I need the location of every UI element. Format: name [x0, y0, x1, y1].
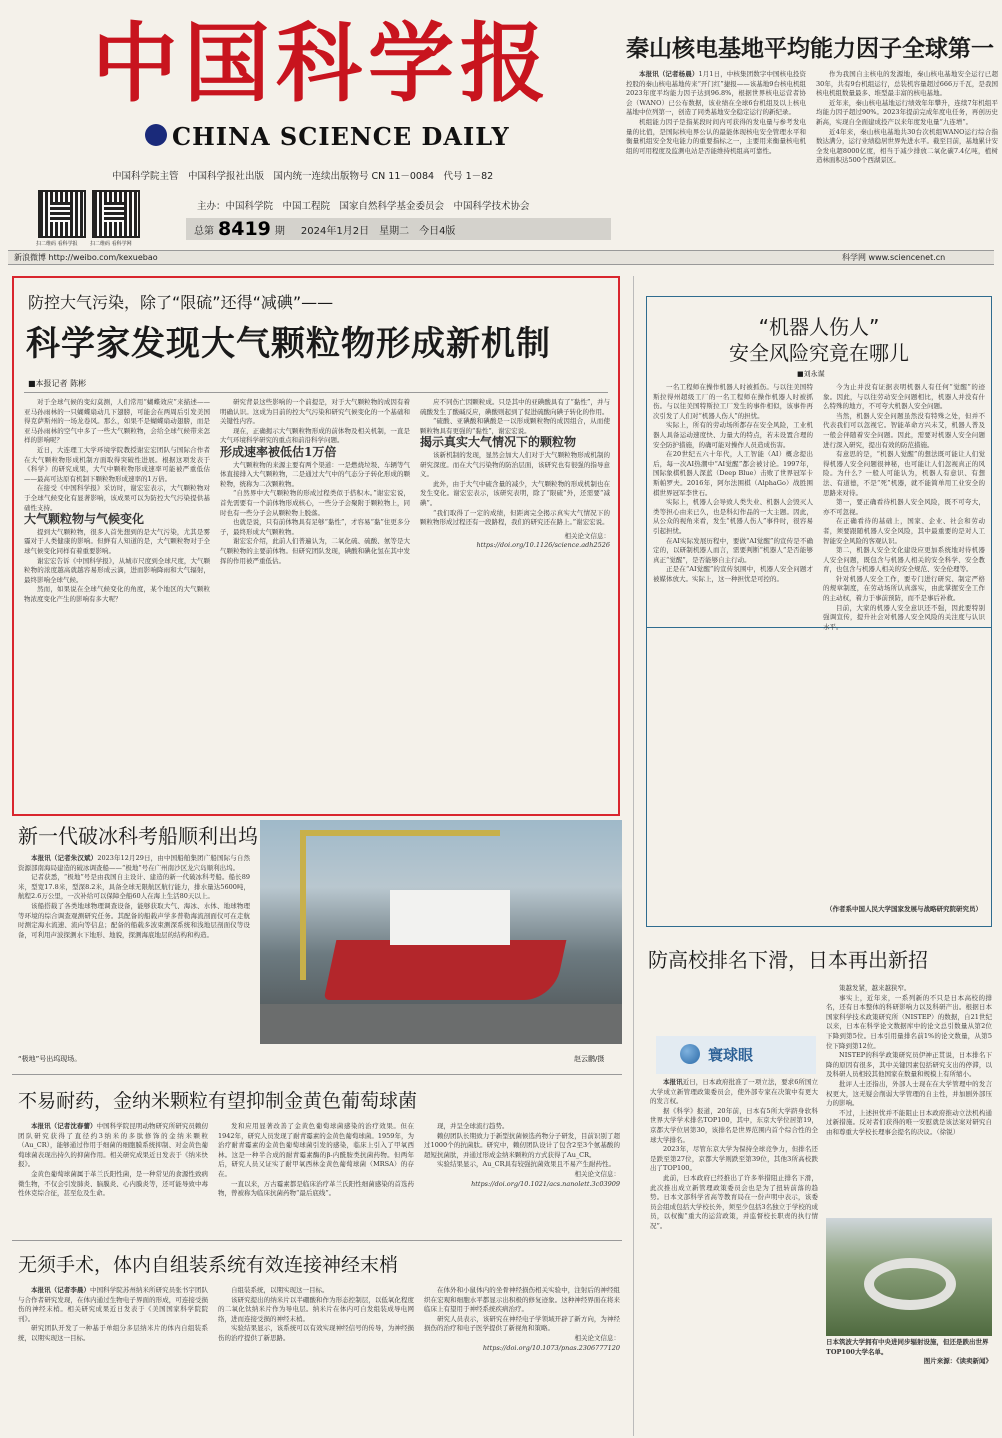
nerve-col1b: 研究团队开发了一种基于单组分多层纳米片的体内自组装系统，以期实现这一目标。 [18, 1324, 208, 1342]
ship-superstructure [390, 890, 510, 945]
robot-article [646, 296, 992, 631]
japan-col2c: NISTEP的科学政策研究员伊神正贯说，日本排名下降的原因有很多，其中关键因素包括研究支出的停滞，以及科研人员相较其他国家在数量和规模上有所缩小。 [826, 1051, 992, 1079]
japan-col2a: 策越发紧，越来越狭窄。 [839, 984, 911, 992]
masthead-title-en: CHINA SCIENCE DAILY [172, 122, 510, 151]
gold-col3a: 现，并呈全球流行趋势。 [437, 1122, 509, 1130]
japan-section-label-box [656, 1036, 816, 1074]
lead-col1-p1: 对于全球气候的变幻莫测，人们常用“蝴蝶效应”来描述——亚马孙雨林的一只蝴蝶扇动几下翅膀，可能会在两周后引发美国得克萨斯州的一场龙卷风。那么，如果不是蝴蝶扇动翅膀，而是亚马孙雨林的空气中多了一些大气颗粒物，会给全球气候带来怎样的影响呢？ [24, 398, 210, 445]
qinshan-col1 [626, 70, 806, 248]
lead-col1 [24, 398, 210, 808]
website-link[interactable]: 科学网 www.sciencenet.cn [842, 253, 946, 262]
gold-col3b: 赖仞团队长期致力于新型抗菌候选药物分子研发，目前识别了超过1000个的抗菌肽。研究中，赖仞团队设计了包含2至3个氨基酸的超短抗菌肽，并通过形成金纳米颗粒的方式获得了Au_CR。 [424, 1131, 620, 1159]
globe-icon [680, 1044, 700, 1064]
lead-col2-p3: 大气颗粒物的来源主要有两个渠道：一是燃烧垃圾、车辆等气体直接排入大气颗粒物，二是通过大气中的气态分子转化形成的颗粒物，统称为二次颗粒物。 [220, 460, 410, 488]
lead-col1-p2: 近日，大连理工大学环境学院教授谢宏宏团队与国际合作者在大气颗粒物形成机制方面取得突破性进展。根据这项发表于《科学》的研究成果，大气中颗粒物形成速率可能被严重低估——最高可达原有机制下颗粒物形成速率的1万倍。 [24, 445, 210, 483]
gold-col1b: 金黄色葡萄球菌属于革兰氏阳性菌，是一种常见的食源性致病微生物，不仅会引发肺炎、脑膜炎、心内膜炎等，还可能导致中毒性休克综合征，甚至危及生命。 [18, 1169, 208, 1198]
japan-col1b: 据《科学》报道，20年前，日本有5所大学跻身软科世界大学学术排名TOP100，其中，东京大学位居第19，京都大学位居第30，该排名是世界范围内首个综合性的全球大学排名。 [650, 1106, 818, 1144]
gold-headline[interactable]: 不易耐药，金纳米颗粒有望抑制金黄色葡萄球菌 [18, 1090, 418, 1112]
robot-col2-p7: 针对机器人安全工作，要专门进行研究、制定严格的规章制度，在劳动场所认真落实，由此掌握安全工作的主动权，着力于事前预防，而不是事后补救。 [823, 574, 985, 603]
icebreaker-photo [260, 820, 622, 1044]
lead-byline: ■本报记者 陈彬 [28, 379, 87, 388]
nerve-col2a: 自组装系统，以期实现这一目标。 [231, 1286, 329, 1294]
lead-col3-p5: “我们取得了一定的成绩，但距离完全揭示真实大气情况下的颗粒物形成过程还有一段路程，我们的研究还在路上。”谢宏宏说。 [420, 508, 610, 527]
lead-ref-url[interactable]: https://doi.org/10.1126/science.adh2526 [476, 541, 610, 550]
robot-col2-p1: 今为止并没有证据表明机器人有任何“觉醒”的迹象。因此，与以往劳动安全问题相比，机器人并没有什么特殊的地方，不可夸大机器人安全问题。 [823, 383, 985, 411]
gold-ref-url[interactable]: https://doi.org/10.1021/acs.nanolett.3c03909 [471, 1179, 620, 1188]
ship-crane-arm [300, 830, 500, 836]
robot-col2-p3: 有意思的是，“机器人觉醒”的想法既可能让人们觉得机器人安全问题很神秘，也可能让人们忽视真正的风险。为什么？一般人可能认为，机器人有意识、有想法、有道德，不是“死”机器，就不能简单用工业安全的思路来对待。 [823, 450, 985, 497]
lead-col2-subhead: 形成速率被低估1万倍 [220, 444, 337, 459]
japan-col1 [650, 1078, 818, 1434]
japan-col2 [826, 984, 992, 1216]
lead-col1-subhead: 大气颗粒物与气候变化 [24, 512, 145, 527]
icebreaker-photo-credit: 赵云鹏/摄 [574, 1055, 605, 1063]
icebreaker-text [18, 854, 250, 1050]
lead-col2-p1: 研究背景这些影响的一个前提是，对于大气颗粒物的成因有着明确认识。这成为目前的控大气污染和研究气候变化的一个基础和关键性内容。 [220, 398, 410, 426]
lead-col2-p5: 也就是说，只有前体物具有足够“黏性”，才容易“黏”住更多分子，最终形成大气颗粒物。 [220, 518, 410, 536]
qinshan-headline[interactable]: 秦山核电基地平均能力因子全球第一 [626, 36, 994, 62]
nerve-top-rule [12, 1240, 622, 1241]
lead-col3-p1: 应不同伤亡因颗粒成。只是其中的亚碘酸具有了“黏性”，并与硫酸发生了酸碱反应，碘酸则起到了促进硫酸向碘子转化的作用。 [420, 398, 610, 416]
lead-col3 [420, 398, 610, 808]
issue-box [186, 218, 611, 240]
robot-note: （作者系中国人民大学国家发展与战略研究院研究员） [826, 905, 982, 913]
lead-col3-p3: 该新机制的发现，显然会加大人们对于大气颗粒物形成机制的研究深度。而在大气污染物的防治层面，该研究也有很强的指导意义。 [420, 450, 610, 479]
gold-col1-text: 中国科学院昆明动物研究所研究员赖仞团队研究获得了直径约3纳米的多肽修饰的金纳米颗粒（Au_CR），能够通过作用于细菌的细胞膜系统抑制、对金黄色葡萄球菌表现出持久的抑菌作用。相关研究成果近日发表于《纳米快报》。 [18, 1122, 209, 1169]
issue-number: 8419 [218, 218, 271, 240]
icebreaker-body2: 记者获悉，“极地”号是由我国自主设计、建造的新一代破冰科考船。船长89米，型宽17.8米，型深8.2米，具备全球无限航区航行能力，排水量达5600吨，航程2.6万公里，一次补给可以保障全船60人在海上生活80天以上。 [18, 873, 250, 901]
nerve-ref-url[interactable]: https://doi.org/10.1073/pnas.2306777120 [482, 1343, 620, 1352]
masthead-logo-icon [145, 124, 167, 146]
robot-col1 [653, 383, 813, 621]
qinshan-col2 [816, 70, 998, 248]
robot-col1-p2: 实际上，所有的劳动场所都存在安全风险，工业机器人具备运动速度快、力量大的特点，若未设置合理的安全防护措施，的确可能对操作人员造成伤害。 [653, 421, 813, 449]
japan-col2d: 批评人士还指出，外部人士现在在大学管理中的发言权更大，这无疑会削弱大学管理的自主性，并加剧外部压力的影响。 [826, 1079, 992, 1108]
issue-prefix: 总第 [194, 225, 214, 237]
gold-col2a: 发和应用显著改善了金黄色葡萄球菌感染的治疗效果。但在1942年，研究人员发现了耐青霉素的金黄色葡萄球菌。1959年，为治疗耐青霉素的金黄色葡萄球菌引发的感染，临床上引入了甲氧西林。这是一种半合成的耐青霉素酶的β-内酰胺类抗菌药物。但两年后，研究人员又证实了耐甲氧西林金黄色葡萄球菌（MRSA）的存在。 [218, 1122, 414, 1178]
gold-article [12, 1078, 622, 1238]
qinshan-col1b: 机组能力因子是指某段时间内可获得的发电量与参考发电量的比值，是国际核电界公认的最能体现核电安全管理水平和衡量机组安全发电能力的重要指标之一，主要用来衡量核电机组的可用程度及监测电站是否能维持机组高可靠性。 [626, 117, 806, 155]
robot-col2-p6: 第二，机器人安全文化建设应更加系统地对待机器人安全问题，既包含与机器人相关的安全科学、安全教育，也包含与机器人相关的安全规范、安全伦理等。 [823, 546, 985, 574]
qr-code-website [92, 190, 140, 238]
nerve-col3b: 研究人员表示，该研究在神经电子学领域开辟了新方向，为神经损伤的治疗和电子医学提供了新视角和策略。 [424, 1314, 620, 1333]
icebreaker-headline[interactable]: 新一代破冰科考船顺利出坞 [18, 824, 258, 848]
japan-col1-text: 近日，日本政府批准了一项立法，要求6所国立大学成立新管理政策委员会，使外部专家在决策中有更大的发言权。 [650, 1078, 819, 1106]
lead-col2-p4: “自然界中大气颗粒物的形成过程类似于搭积木。”谢宏宏说，首先需要有一个前体物形成核心，一些分子会聚附于颗粒物上，同时也有一些分子会从颗粒物上脱落。 [220, 489, 410, 517]
robot-col2 [823, 383, 985, 631]
masthead-title-cn: 中国科学报 [92, 13, 552, 114]
lead-col3-subhead: 揭示真实大气情况下的颗粒物 [420, 435, 577, 450]
qinshan-byline: 本报讯（记者杨晨） [639, 70, 699, 78]
japan-section-label: 寰球眼 [708, 1046, 754, 1064]
gold-col1 [18, 1122, 208, 1232]
robot-col1-p5: 在AI实际发展历程中，要做“AI觉醒”的宣传是不确定的，以研制机器人而言，需要判断“机器人”是否能够真正“觉醒”，是否能够自主行动。 [653, 536, 813, 564]
qinshan-article [626, 30, 998, 248]
gold-col2b: 一直以来，万古霉素都是临床治疗革兰氏阳性细菌感染的首选药物，曾被称为临床抗菌药物“最后底线”。 [218, 1179, 414, 1198]
japan-col1d: 此前，日本政府已经推出了许多举措阻止排名下滑，此次推出成立新管理政策委员会也是为了扭转前落的趋势。日本文部科学省高等教育局在一份声明中表示，该委员会组成包括大学校长外，须至少包括3名独立于学校的成员，以权衡“重大的运营政策，并监督校长职责的执行情况”。 [650, 1173, 818, 1230]
gold-top-rule [12, 1074, 622, 1075]
robot-byline: ■刘永谋 [797, 370, 825, 378]
japan-col2b: 事实上，近年来，一系列新的不只是日本高校的排名，还有日本整体的科研影响力以及科研产出。根据日本国家科学技术政策研究所（NISTEP）的数据，自21世纪以来，日本在科学论文数据库中的论文总引数量从第2位下降到第5位。日本引用量排名前1%的论文数量，从第5位下降到第12位。 [826, 993, 992, 1050]
qinshan-col2b: 近年来，秦山核电基地运行绩效年年攀升，连续7年机组平均能力因子超过90%。2023年提前完成年度电任务，再创历史新高，实现自全面建成投产以来年度发电量“九连增”。 [816, 98, 998, 126]
robot-col1-p3: 在20世纪五六十年代，人工智能（AI）概念提出后，每一次AI热潮中“AI觉醒”都会被讨论。1997年，国际象棋机器人深蓝（Deep Blue）击败了世界冠军卡斯帕罗夫。2016年，阿尔法围棋（AlphaGo）战胜围棋世界冠军李世石。 [653, 450, 813, 497]
robot-col2-p2: 当然，机器人安全问题虽然没有特殊之处，但并不代表我们可以忽视它。智能革命方兴未艾，机器人普及一般会伴随着安全问题。因此，需要对机器人安全问题进行深入研究，提出有效的防范措施。 [823, 411, 985, 449]
qinshan-col2a: 作为我国自主核电的发源地，秦山核电基地安全运行已超30年，共有9台机组运行，总装机容量超过666万千瓦，是我国核电机组数量最多、堆型最丰富的核电基地。 [816, 70, 998, 98]
icebreaker-body3: 该船搭载了各类地球物理调查设备，能够获取大气、海冰、水体、地球物理等环境的综合调查观测研究任务。其配备的船载声学多普勒海流剖面仪可在走航时测定海水流速、流向等信息；配备的船载多波束测深系统和浅地层剖面仪等设备，可利用声波探测水下地形、地貌，探测海底地层的结构和构造。 [18, 901, 250, 939]
japan-photo [826, 1218, 992, 1336]
lead-col3-p2: “硫酸、亚碘酸和碘酸是一以形成颗粒物的成因组合，从而使颗粒物具有更强的“黏性”，谢宏宏说。 [420, 417, 610, 435]
lead-col3-p4: 此外，由于大气中硫含量的减少，大气颗粒物的形成机制也在发生变化。谢宏宏表示，该研究表明，除了“限硫”外，还需要“减碘”。 [420, 479, 610, 507]
icebreaker-article [12, 820, 622, 1070]
lead-kicker: 防控大气污染，除了“限硫”还得“减碘”—— [28, 293, 334, 312]
gold-byline: 本报讯（记者沈春蕾） [31, 1122, 97, 1130]
robot-col1-p1: 一名工程师在操作机器人时被抓伤。与以往美国特斯拉得州超级工厂的一名工程师在操作机器人时被抓伤。与以往美国特斯拉工厂发生的事件相似，该事件再次引发了人们对“机器人伤人”的担忧。 [653, 383, 813, 420]
nerve-headline[interactable]: 无须手术，体内自组装系统有效连接神经末梢 [18, 1254, 399, 1276]
japan-col1c: 2023年，尽管东京大学为保持全球竞争力，但排名还是跌至第27位，京都大学则跌至第39位，其他3所高校跌出了TOP100。 [650, 1145, 818, 1173]
japan-article [646, 938, 996, 1434]
lead-col2-p2: 现在，正确揭示大气颗粒物形成的前体物及相关机制，一直是大气环境科学研究的重点和前沿科学问题。 [220, 426, 410, 445]
robot-col2-p5: 在正确看待的基础上，国家、企业、社会和劳动者，须要跟随机器人安全风险，其中最重要的是对人工智能安全风险的客观认识。 [823, 517, 985, 545]
lead-col1-p5: 谢宏宏告诉《中国科学报》，从城市尺度到全球尺度，大气颗粒物的浓度越高就越容易形成云滴，进而影响降雨和大气辐射，最终影响全球气候。 [24, 556, 210, 584]
qr2-caption: 扫二维码 看科学网 [90, 241, 132, 247]
robot-col1-p6: 正是在“AI觉醒”的宣传氛围中，机器人安全问题才被媒体放大。实际上，这一种担忧是可控的。 [653, 565, 813, 583]
issue-date: 2024年1月2日 星期二 今日4版 [300, 225, 456, 237]
col-separator-main [633, 276, 634, 1436]
nerve-col3 [424, 1286, 620, 1432]
gold-col3 [424, 1122, 620, 1232]
nerve-col3a: 在体外和小鼠体内的坐骨神经损伤相关实验中，注射后的神经组织在宏观和细胞水平都显示出积极的修复迹象。这种神经界面在将来临床上有望用于神经系统疾病治疗。 [424, 1286, 620, 1314]
lead-col2 [220, 398, 410, 808]
ship-crane [300, 830, 306, 980]
nerve-col2b: 该研究提出的纳米片以半硼酸和作为形态控制层，以低氧化程度的二氧化钛纳米片作为导电层。纳米片在体内可自发组装成导电网络，进而连接受损的神经末梢。 [218, 1295, 414, 1323]
robot-headline-2[interactable]: 安全风险究竟在哪儿 [729, 341, 909, 365]
robot-col2-p4: 第一，要正确看待机器人安全风险，既不可夸大，亦不可忽视。 [823, 498, 985, 516]
lead-col2-p6: 谢宏宏介绍，此前人们普遍认为，二氧化硫、硫酸、氨等是大气颗粒物的主要前体物。但研究团队发现，碘酸和碘化氢在其中发挥的作用被严重低估。 [220, 537, 410, 565]
masthead [0, 0, 625, 264]
japan-byline: 本报讯 [663, 1078, 683, 1086]
icebreaker-byline: 本报讯（记者朱汉斌） [31, 854, 98, 862]
nerve-col2 [218, 1286, 414, 1432]
nerve-col2c: 实验结果显示，该系统可以有效实现神经信号的传导，为神经损伤的治疗提供了新思路。 [218, 1324, 414, 1342]
lead-article [12, 276, 620, 816]
qr1-caption: 扫二维码 看科学报 [36, 241, 78, 247]
gold-col3c: 实验结果显示，Au_CR具有较强抗菌效果且不易产生耐药性。 [437, 1160, 615, 1169]
masthead-info-line2: 主办：中国科学院 中国工程院 国家自然科学基金委员会 中国科学技术协会 [197, 201, 530, 212]
japan-col2e: 不过，上述担忧并不能阻止日本政府推动立法机构通过新措施。反对者们获得的唯一安慰就是该法案对研究自由和尊重大学校长理事会提名的决议。（徐锐） [826, 1108, 992, 1136]
ship-hull [324, 940, 567, 1000]
qinshan-col2c: 近4年来，秦山核电基地共30台次机组WANO运行综合指数达满分，运行业绩稳居世界先进水平。截至目前，基地累计安全发电超8000亿度，相当于减少排放二氧化碳7.4亿吨，植树造林面积达500个西湖景区。 [816, 127, 998, 165]
nerve-ref-label: 相关论文信息： [574, 1333, 620, 1342]
nerve-col1-text: 中国科学院苏州纳米所研究员张书宇团队与合作者研究发现，在体内通过生物电子界面的形成，可连接受损伤的神经末梢。相关研究成果近日发表于《美国国家科学院院刊》。 [18, 1286, 209, 1323]
lead-col1-p4: 提到大气颗粒物，很多人首先想到的是大气污染，尤其是雾霾对于人类健康的影响。但鲜有人知道的是，大气颗粒物对于全球气候变化同样有着重要影响。 [24, 527, 210, 555]
gold-ref-label: 相关论文信息： [574, 1169, 620, 1178]
lead-col1-p6: 然而，如果说在全球气候变化的角度，某个地区的大气颗粒物浓度变化产生的影响有多大呢？ [24, 585, 210, 603]
nerve-col1 [18, 1286, 208, 1432]
dock-floor [260, 1004, 622, 1044]
weibo-link[interactable]: 新浪微博 http://weibo.com/kexuebao [14, 253, 158, 262]
lead-divider [24, 392, 608, 393]
synchrotron-ring [864, 1258, 956, 1310]
robot-col1-p4: 实际上，机器人会导致人类失业、机器人会毁灭人类等担心由来已久，也是科幻作品的一大主题。因此，从公众的视角来看，发生“机器人伤人”事件时，很容易引起担忧。 [653, 498, 813, 535]
qinshan-col1-text: 1月1日，中核集团数字中国核电投资控股的秦山核电基地传来“开门红”捷报——该基地9台核电机组2023年度平均能力因子达到96.8%，根据世界核电运营者协会（WANO）已公布数据，该业绩在全球6台机组及以上核电基地中位列第一，创造了同类基地安全稳定运行的新纪录。 [626, 70, 806, 117]
robot-box-lower [646, 627, 992, 927]
gold-col2 [218, 1122, 414, 1232]
japan-photo-credit: 图片来源：《读卖新闻》 [923, 1357, 992, 1366]
masthead-info-line1: 中国科学院主管 中国科学报社出版 国内统一连续出版物号 CN 11－0084 代号 1－82 [112, 171, 494, 182]
nerve-byline: 本报讯（记者李晨） [31, 1286, 91, 1294]
nerve-article [12, 1244, 622, 1434]
lead-col1-p3: 在接受《中国科学报》采访时，谢宏宏表示，大气颗粒物对于全球气候变化有显著影响，该成果可以为防控大气污染提供基础性支持。 [24, 484, 210, 512]
icebreaker-caption: “极地”号出坞现场。 [18, 1055, 82, 1063]
icebreaker-body: 2023年12月29日，由中国船舶集团广船国际与自然资源部南海局建造的破冰调查船——“极地”号在广州南沙区龙穴岛顺利出坞。 [18, 854, 251, 872]
qr-code-newspaper [38, 190, 86, 238]
lead-ref-label: 相关论文信息： [564, 531, 610, 540]
japan-photo-caption [826, 1338, 992, 1368]
issue-suffix: 期 [274, 225, 285, 237]
japan-headline[interactable]: 防高校排名下滑，日本再出新招 [648, 948, 928, 972]
robot-headline-1[interactable]: “机器人伤人” [758, 315, 880, 339]
lead-headline[interactable]: 科学家发现大气颗粒物形成新机制 [26, 324, 551, 364]
japan-photo-caption-text: 日本筑波大学拥有中央进同步辐射设施，但还是跌出世界TOP100大学名单。 [826, 1338, 989, 1356]
robot-col2-p8: 目前，大家的机器人安全意识还不强，因此要特别强调宣传，提升社会对机器人安全风险的关注度与认识水平。 [823, 603, 985, 631]
